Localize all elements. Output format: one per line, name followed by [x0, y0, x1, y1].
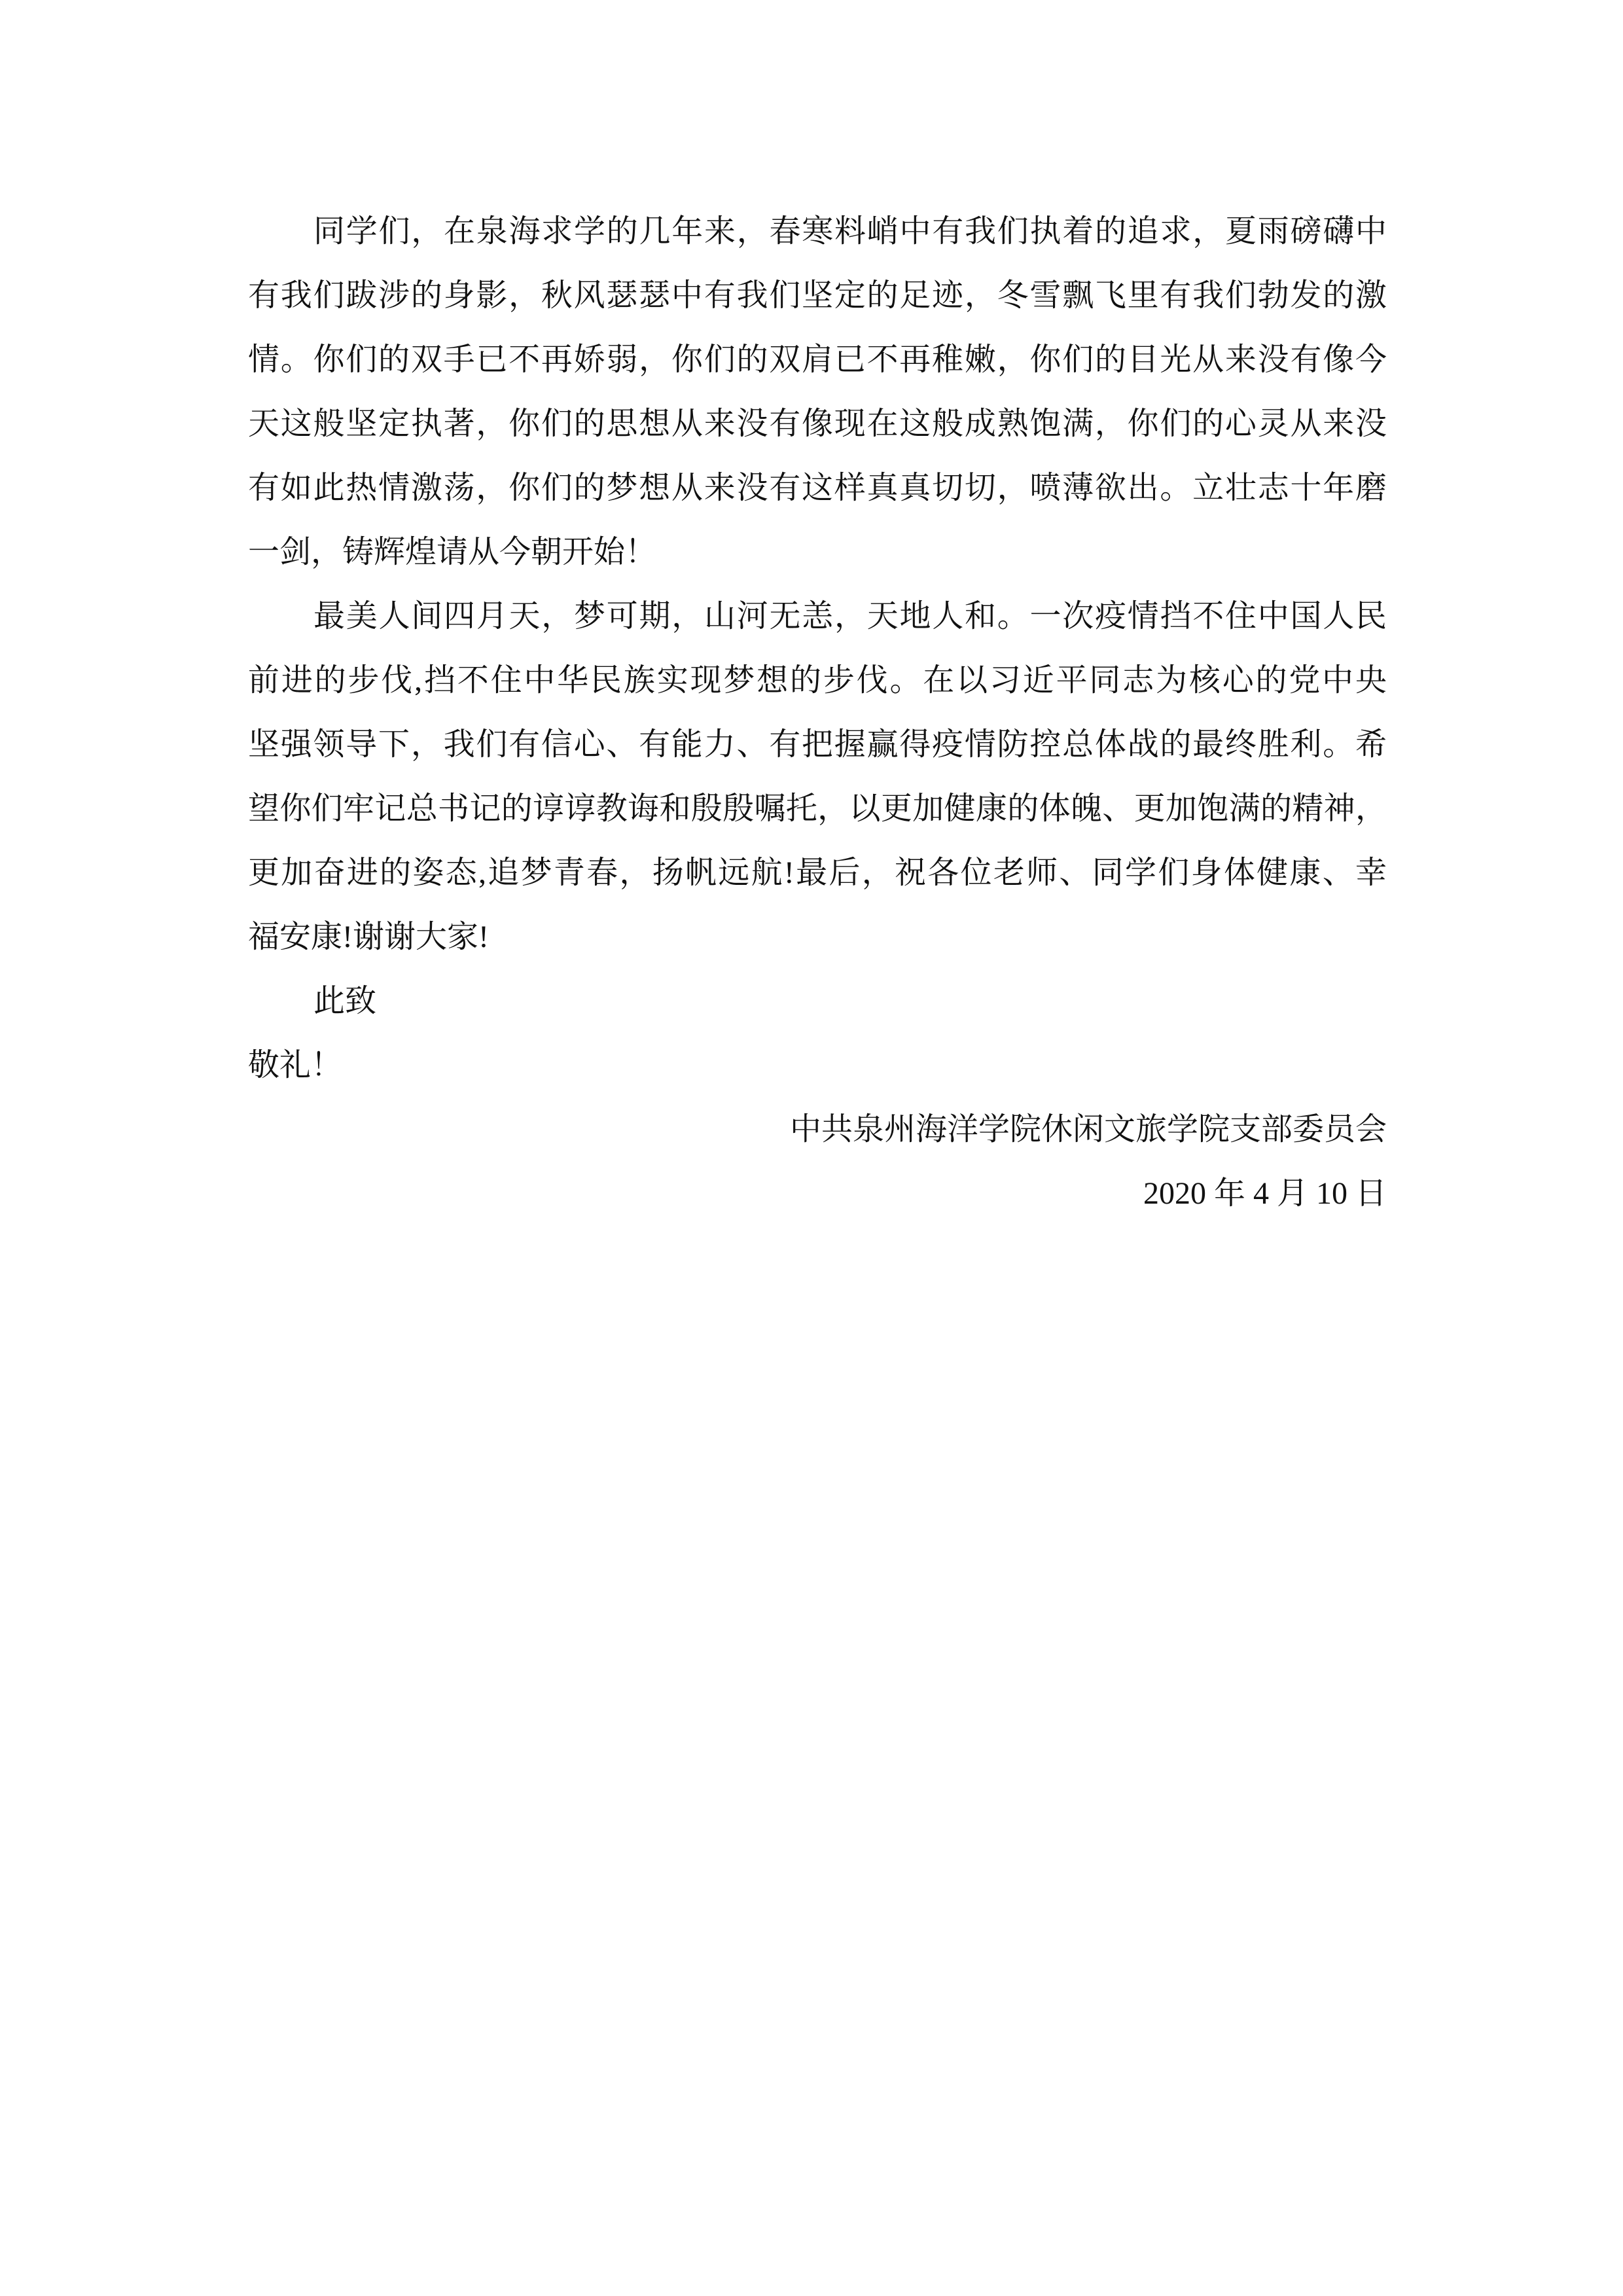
text-line: 情。你们的双手已不再娇弱，你们的双肩已不再稚嫩，你们的目光从来没有像今 — [248, 342, 1387, 377]
text-line: 最美人间四月天，梦可期，山河无恙，天地人和。一次疫情挡不住中国人民 — [313, 599, 1387, 634]
letter-body — [248, 200, 1387, 1226]
text-line: 有如此热情激荡，你们的梦想从来没有这样真真切切，喷薄欲出。立壮志十年磨 — [248, 471, 1387, 505]
text-line: 更加奋进的姿态,追梦青春，扬帆远航!最后，祝各位老师、同学们身体健康、幸 — [248, 855, 1387, 890]
closing-text: 此致 — [313, 984, 377, 1018]
text-line: 一剑，铸辉煌请从今朝开始！ — [248, 535, 657, 569]
salutation-text: 敬礼！ — [248, 1048, 343, 1083]
signature-organization: 中共泉州海洋学院休闲文旅学院支部委员会 — [789, 1112, 1387, 1147]
text-line: 天这般坚定执著，你们的思想从来没有像现在这般成熟饱满，你们的心灵从来没 — [248, 406, 1387, 441]
paragraph-2 — [248, 584, 1387, 969]
text-line: 望你们牢记总书记的谆谆教诲和殷殷嘱托，以更加健康的体魄、更加饱满的精神， — [248, 791, 1387, 826]
text-line: 同学们，在泉海求学的几年来，春寒料峭中有我们执着的追求，夏雨磅礴中 — [313, 214, 1387, 249]
text-line: 有我们跋涉的身影，秋风瑟瑟中有我们坚定的足迹，冬雪飘飞里有我们勃发的激 — [248, 278, 1387, 313]
text-line: 前进的步伐,挡不住中华民族实现梦想的步伐。在以习近平同志为核心的党中央 — [248, 663, 1387, 698]
signature-date: 2020 年 4 月 10 日 — [1143, 1176, 1387, 1211]
text-line: 福安康!谢谢大家! — [248, 920, 489, 954]
paragraph-1 — [248, 200, 1387, 584]
text-line: 坚强领导下，我们有信心、有能力、有把握赢得疫情防控总体战的最终胜利。希 — [248, 727, 1387, 762]
